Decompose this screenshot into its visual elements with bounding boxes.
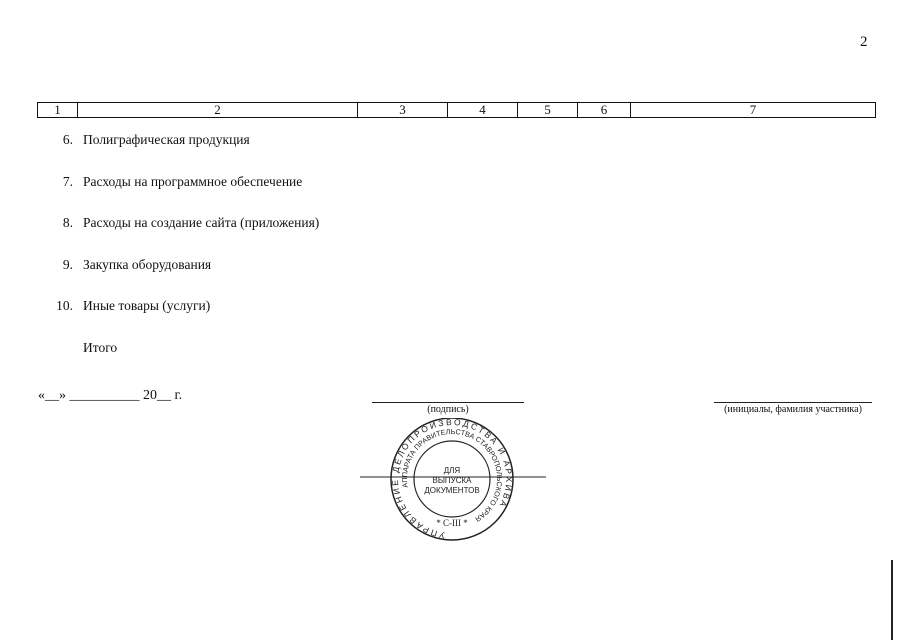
col-7: 7	[631, 103, 876, 118]
item-label: Полиграфическая продукция	[83, 132, 250, 147]
item-label: Расходы на создание сайта (приложения)	[83, 215, 320, 230]
item-number: 8.	[62, 215, 73, 230]
stamp-center-line2: ВЫПУСКА	[432, 476, 472, 485]
page-number: 2	[860, 34, 868, 50]
item-number: 10.	[56, 298, 73, 313]
stamp-center-line3: ДОКУМЕНТОВ	[424, 486, 480, 495]
name-caption: (инициалы, фамилия участника)	[724, 404, 862, 415]
item-label: Итого	[83, 340, 118, 355]
name-line	[714, 402, 872, 403]
col-4: 4	[448, 103, 518, 118]
item-number: 7.	[62, 174, 73, 189]
col-5: 5	[518, 103, 578, 118]
col-6: 6	[578, 103, 631, 118]
item-number: 6.	[62, 132, 73, 147]
stamp-inner-ring-text: АППАРАТА ПРАВИТЕЛЬСТВА СТАВРОПОЛЬСКОГО КРАЯ	[400, 426, 505, 524]
item-label: Расходы на программное обеспечение	[83, 174, 303, 189]
item-number: 9.	[62, 257, 73, 272]
col-3: 3	[358, 103, 448, 118]
col-2: 2	[78, 103, 358, 118]
column-number-header	[37, 102, 876, 118]
stamp	[360, 418, 550, 548]
item-label: Иные товары (услуги)	[83, 298, 211, 313]
col-1: 1	[38, 103, 78, 118]
signature-line	[372, 402, 524, 403]
stamp-code: * С-III *	[436, 518, 468, 528]
item-label: Закупка оборудования	[83, 257, 212, 272]
stamp-center-line1: ДЛЯ	[443, 466, 461, 475]
date-line: «__» __________ 20__ г.	[38, 388, 183, 403]
stamp-outer-text: УПРАВЛЕНИЕ ДЕЛОПРОИЗВОДСТВА И АРХИВА	[389, 418, 515, 541]
scan-edge	[891, 560, 893, 640]
signature-caption: (подпись)	[427, 404, 469, 415]
